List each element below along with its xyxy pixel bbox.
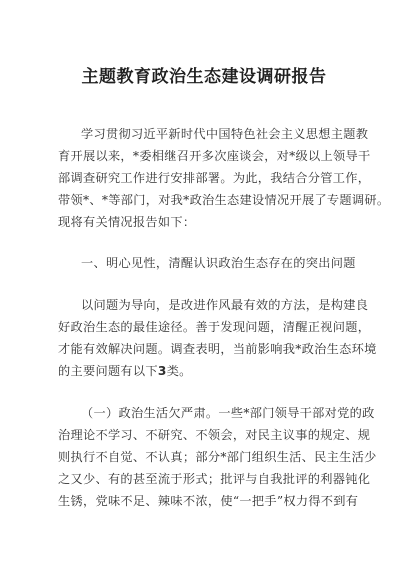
paragraph-line: 好政治生态的最佳途径。善于发现问题，清醒正视问题， (58, 320, 371, 334)
intro-line: 带领*、*等部门，对我*政治生态建设情况开展了专题调研。 (58, 193, 390, 207)
intro-line: 育开展以来，*委相继召开多次座谈会，对*级以上领导干 (58, 149, 371, 163)
paragraph-line (58, 364, 192, 378)
section-heading: 一、明心见性，清醒认识政治生态存在的突出问题 (81, 256, 356, 270)
subsection-line: （一）政治生活欠严肃。一些*部门领导干部对党的政 (81, 406, 375, 420)
paragraph-text: 的主要问题有以下 (58, 364, 158, 378)
paragraph-line: 生锈，党味不足、辣味不浓，使“一把手”权力得不到有 (58, 494, 359, 508)
intro-line: 部调查研究工作进行安排部署。为此，我结合分管工作， (58, 171, 371, 185)
paragraph-line: 则执行不自觉、不认真；部分*部门组织生活、民主生活少 (58, 450, 377, 464)
problem-count: 3 (157, 364, 167, 378)
intro-line: 学习贯彻习近平新时代中国特色社会主义思想主题教 (81, 127, 369, 141)
paragraph-line: 以问题为导向，是改进作风最有效的方法，是构建良 (81, 298, 369, 312)
paragraph-line: 才能有效解决问题。调查表明，当前影响我*政治生态环境 (58, 342, 377, 356)
document-title: 主题教育政治生态建设调研报告 (81, 67, 327, 87)
intro-line: 现将有关情况报告如下： (58, 215, 196, 229)
paragraph-text: 类。 (166, 364, 192, 378)
paragraph-line: 之又少、有的甚至流于形式；批评与自我批评的利器钝化 (58, 472, 371, 486)
paragraph-line: 治理论不学习、不研究、不领会，对民主议事的规定、规 (58, 428, 371, 442)
